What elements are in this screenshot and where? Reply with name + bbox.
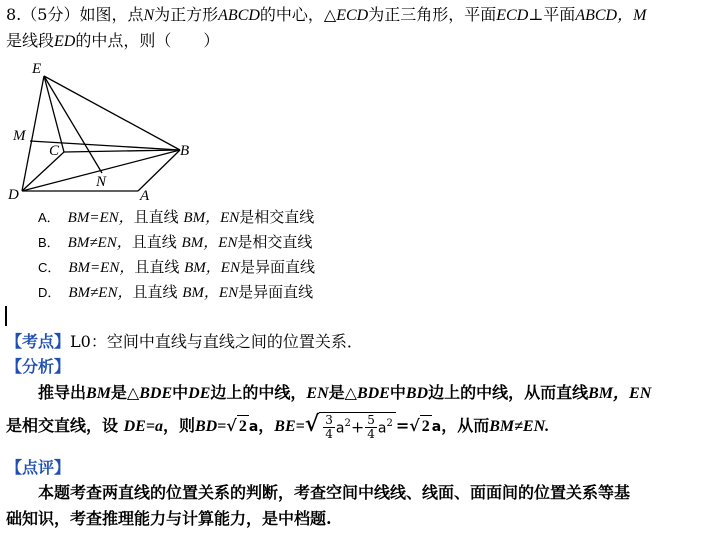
be-equals: BE=: [274, 418, 305, 436]
fenxi-text: 中: [389, 383, 406, 402]
edge-ba: [138, 150, 180, 191]
big-sqrt-body: [319, 412, 396, 441]
question-line-1: [6, 4, 646, 27]
lines-bm-en: BM，EN: [588, 385, 652, 402]
sqrt-symbol: √: [226, 416, 237, 436]
option-expr: BM≠EN，: [68, 285, 133, 301]
fenxi-text: 是相交直线，设: [6, 416, 119, 436]
option-letter: C．: [38, 260, 61, 275]
option-letter: B．: [38, 235, 60, 250]
kaodian-text: L0：空间中直线与直线之间的位置关系．: [70, 332, 363, 351]
label-d: D: [8, 187, 19, 203]
var-a: a: [335, 420, 345, 437]
seg-bm: BM: [86, 385, 111, 402]
var-a: a: [248, 419, 259, 436]
seg-bd: BD: [405, 385, 429, 402]
frac-den: 4: [325, 427, 333, 442]
edge-eb: [44, 76, 180, 150]
option-tail: 是异面直线: [239, 258, 315, 276]
label-c: C: [49, 143, 60, 159]
plane-abcd: ABCD，: [575, 7, 634, 24]
dianping-heading: [6, 457, 70, 479]
geometry-figure: [4, 58, 204, 203]
fenxi-text: ，从而: [441, 416, 490, 436]
square-abcd: ABCD: [218, 7, 260, 24]
label-m: M: [13, 128, 26, 144]
exp-2: 2: [386, 418, 393, 429]
sqrt-radicand: 2: [420, 415, 432, 438]
frac-num: 5: [367, 413, 375, 428]
option-expr: BM=EN，: [68, 260, 135, 276]
sqrt-symbol: √: [409, 416, 420, 436]
option-text: 且直线: [134, 258, 180, 276]
option-letter: D．: [38, 285, 61, 300]
sqrt-radicand: 2: [237, 415, 249, 438]
fraction-5-4: [365, 414, 377, 441]
question-text: ⊥平面: [528, 5, 576, 24]
dianping-line-2: 础知识，考查推理能力与计算能力，是中档题.: [6, 509, 332, 528]
question-text: 8.（5分）如图，点: [6, 5, 144, 24]
label-e: E: [32, 61, 42, 77]
option-d[interactable]: [38, 282, 313, 303]
point-n: N: [143, 7, 155, 24]
fenxi-label: 【分析】: [6, 357, 71, 376]
question-text: 的中点，则（ ）: [75, 31, 220, 50]
option-text: 且直线: [131, 233, 177, 251]
fenxi-text: 边上的中线，从而直线: [428, 383, 589, 402]
fenxi-heading: [6, 356, 70, 378]
big-sqrt-symbol: √: [304, 411, 320, 438]
edge-cb: [64, 150, 180, 152]
fenxi-text: 推导出: [38, 383, 87, 402]
kaodian-label: 【考点】: [6, 332, 71, 351]
label-a: A: [140, 188, 150, 203]
fenxi-text: 边上的中线，: [210, 383, 307, 402]
frac-num: 3: [325, 413, 333, 428]
question-text: 为正三角形，平面: [368, 5, 497, 24]
question-line-2: [6, 30, 219, 53]
bd-equals: BD=: [194, 418, 227, 436]
kaodian-section: [6, 331, 363, 353]
dianping-line-1: 本题考查两直线的位置关系的判断，考查空间中线线、线面、面面间的位置关系等基: [38, 483, 631, 502]
label-b: B: [180, 143, 190, 159]
option-a[interactable]: [38, 207, 314, 228]
triangle-ecd: ECD: [336, 7, 369, 24]
option-text: 且直线: [132, 283, 178, 301]
frac-den: 4: [367, 427, 375, 442]
punct: ，: [258, 416, 275, 436]
tri-bde: BDE: [139, 385, 173, 402]
option-lines: BM，EN: [182, 285, 239, 301]
point-m: M: [633, 7, 647, 24]
tri-bde: BDE: [356, 385, 390, 402]
fenxi-text: ，则: [162, 416, 195, 436]
equals: =: [395, 416, 410, 436]
de-equals-a: DE=a: [123, 418, 163, 436]
option-expr: BM=EN，: [67, 210, 134, 226]
option-tail: 是相交直线: [237, 233, 313, 251]
edge-ec: [44, 76, 64, 152]
option-lines: BM，EN: [184, 260, 240, 276]
seg-en: EN: [306, 385, 329, 402]
fenxi-text: 是△: [110, 383, 140, 402]
option-lines: BM，EN: [183, 210, 240, 226]
option-lines: BM，EN: [181, 235, 238, 251]
question-text: 是线段: [6, 31, 55, 50]
dianping-label: 【点评】: [6, 458, 71, 477]
fenxi-text: 是△: [328, 383, 357, 402]
fenxi-line-2: [6, 412, 549, 441]
var-a: a: [377, 420, 387, 437]
option-c[interactable]: [38, 257, 315, 278]
var-a: a: [431, 419, 442, 436]
option-text: 且直线: [133, 208, 179, 226]
option-b[interactable]: [38, 232, 312, 253]
plus: +: [350, 417, 365, 437]
fenxi-line-1: [38, 382, 651, 405]
fenxi-text: 中: [172, 383, 189, 402]
option-tail: 是相交直线: [239, 208, 315, 226]
question-text: 为正方形: [154, 5, 219, 24]
seg-de: DE: [188, 385, 211, 402]
label-n: N: [96, 174, 107, 190]
conclusion: BM≠EN.: [489, 418, 550, 436]
fraction-3-4: [323, 414, 335, 441]
exp-2: 2: [344, 418, 351, 429]
option-letter: A．: [38, 210, 60, 225]
option-tail: 是异面直线: [238, 283, 314, 301]
text-cursor: [5, 306, 7, 326]
question-text: 的中心，△: [259, 5, 337, 24]
segment-ed: ED: [54, 33, 76, 50]
plane-ecd: ECD: [496, 7, 529, 24]
option-expr: BM≠EN，: [67, 235, 132, 251]
